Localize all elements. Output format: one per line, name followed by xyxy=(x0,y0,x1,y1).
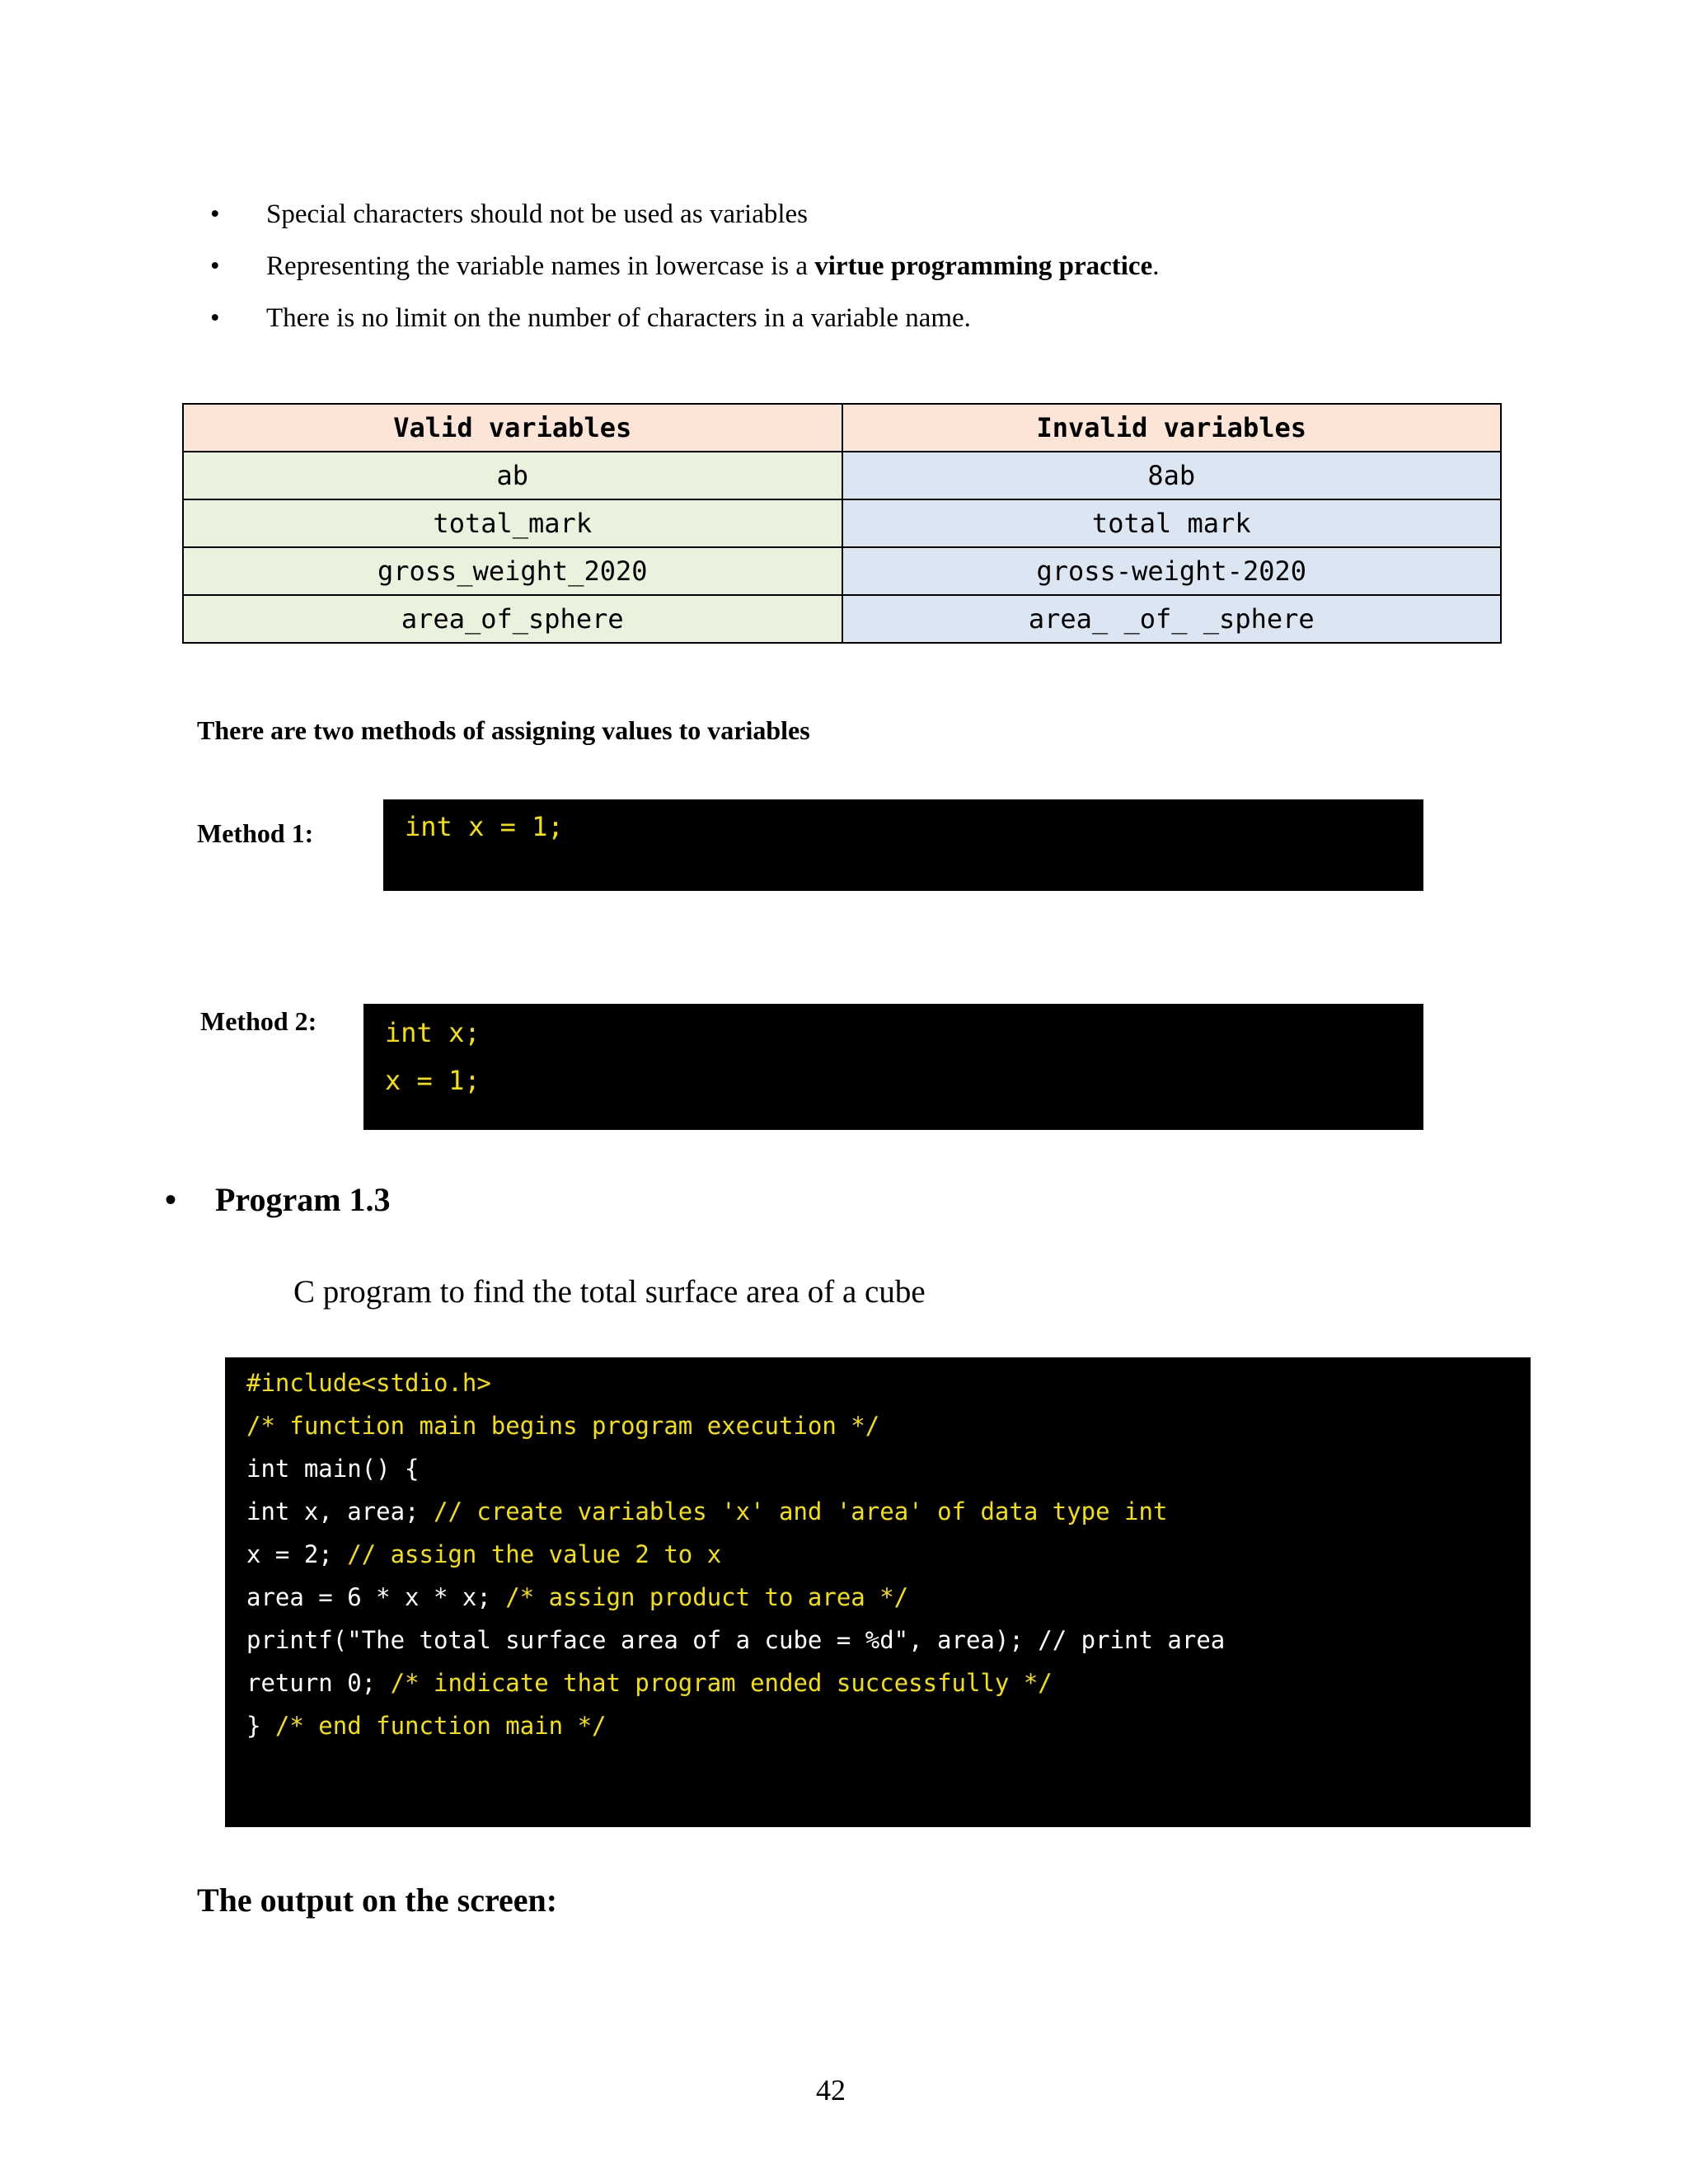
code-text: int main() { xyxy=(246,1455,420,1483)
method2-code-block xyxy=(363,1004,1423,1130)
bullet-text: Special characters should not be used as variables xyxy=(266,199,809,229)
code-text: x = 2; xyxy=(246,1540,348,1568)
code-line xyxy=(246,1497,1167,1526)
table-row xyxy=(183,452,1501,499)
code-text: printf("The total surface area of a cube = %d", area); // print area xyxy=(246,1626,1226,1654)
bullet-text-end: . xyxy=(1152,251,1160,281)
code-line xyxy=(246,1455,420,1483)
table-header-row xyxy=(183,404,1501,452)
code-comment: // assign the value 2 to x xyxy=(347,1540,722,1568)
code-line xyxy=(246,1412,879,1440)
code-text: area = 6 * x * x; xyxy=(246,1583,506,1611)
table-row xyxy=(183,595,1501,643)
methods-heading: There are two methods of assigning values to variables xyxy=(197,715,810,745)
header-valid-variables: Valid variables xyxy=(183,404,842,452)
program-title: Program 1.3 xyxy=(215,1181,391,1218)
method2-label: Method 2: xyxy=(200,1006,317,1036)
code-text: } xyxy=(246,1712,275,1740)
code-line xyxy=(246,1583,908,1611)
bullet-dot: • xyxy=(210,199,220,229)
bullet-dot: • xyxy=(210,251,220,281)
code-line: x = 1; xyxy=(385,1065,481,1096)
code-comment: #include<stdio.h> xyxy=(246,1369,491,1397)
program-code-block xyxy=(225,1357,1531,1827)
valid-variable-cell: ab xyxy=(183,452,842,499)
output-heading: The output on the screen: xyxy=(197,1882,558,1919)
code-line: int x; xyxy=(385,1017,481,1048)
invalid-variable-cell: total mark xyxy=(842,499,1502,547)
code-comment: /* function main begins program execution */ xyxy=(246,1412,880,1440)
code-comment: /* indicate that program ended successfully */ xyxy=(390,1669,1053,1697)
code-line xyxy=(246,1669,1053,1697)
method1-code-block xyxy=(383,799,1423,891)
code-line xyxy=(246,1712,607,1740)
invalid-variable-cell: gross-weight-2020 xyxy=(842,547,1502,595)
code-comment: /* assign product to area */ xyxy=(505,1583,909,1611)
code-line xyxy=(246,1540,721,1568)
code-line: int x = 1; xyxy=(405,811,564,842)
valid-variable-cell: total_mark xyxy=(183,499,842,547)
code-line xyxy=(246,1626,1225,1654)
bullet-dot: • xyxy=(165,1181,177,1218)
table-row xyxy=(183,547,1501,595)
code-line xyxy=(246,1369,491,1397)
bullet-text-bold: virtue programming practice xyxy=(814,251,1153,281)
code-comment: /* end function main */ xyxy=(274,1712,607,1740)
bullet-dot: • xyxy=(210,303,220,333)
table-row xyxy=(183,499,1501,547)
bullet-text-plain: Representing the variable names in lowercase is a xyxy=(266,251,815,281)
program-description: C program to find the total surface area of a cube xyxy=(293,1274,926,1310)
method1-label: Method 1: xyxy=(197,818,314,848)
variables-table xyxy=(182,403,1502,644)
bullet-text xyxy=(266,250,1159,283)
header-invalid-variables: Invalid variables xyxy=(842,404,1502,452)
code-comment: // create variables 'x' and 'area' of data type int xyxy=(433,1497,1168,1526)
invalid-variable-cell: area_ _of_ _sphere xyxy=(842,595,1502,643)
invalid-variable-cell: 8ab xyxy=(842,452,1502,499)
valid-variable-cell: gross_weight_2020 xyxy=(183,547,842,595)
code-text: int x, area; xyxy=(246,1497,434,1526)
page-number: 42 xyxy=(816,2074,846,2107)
program-bullet xyxy=(165,1180,176,1219)
valid-variable-cell: area_of_sphere xyxy=(183,595,842,643)
code-text: return 0; xyxy=(246,1669,391,1697)
bullet-text: There is no limit on the number of characters in a variable name. xyxy=(266,303,971,333)
